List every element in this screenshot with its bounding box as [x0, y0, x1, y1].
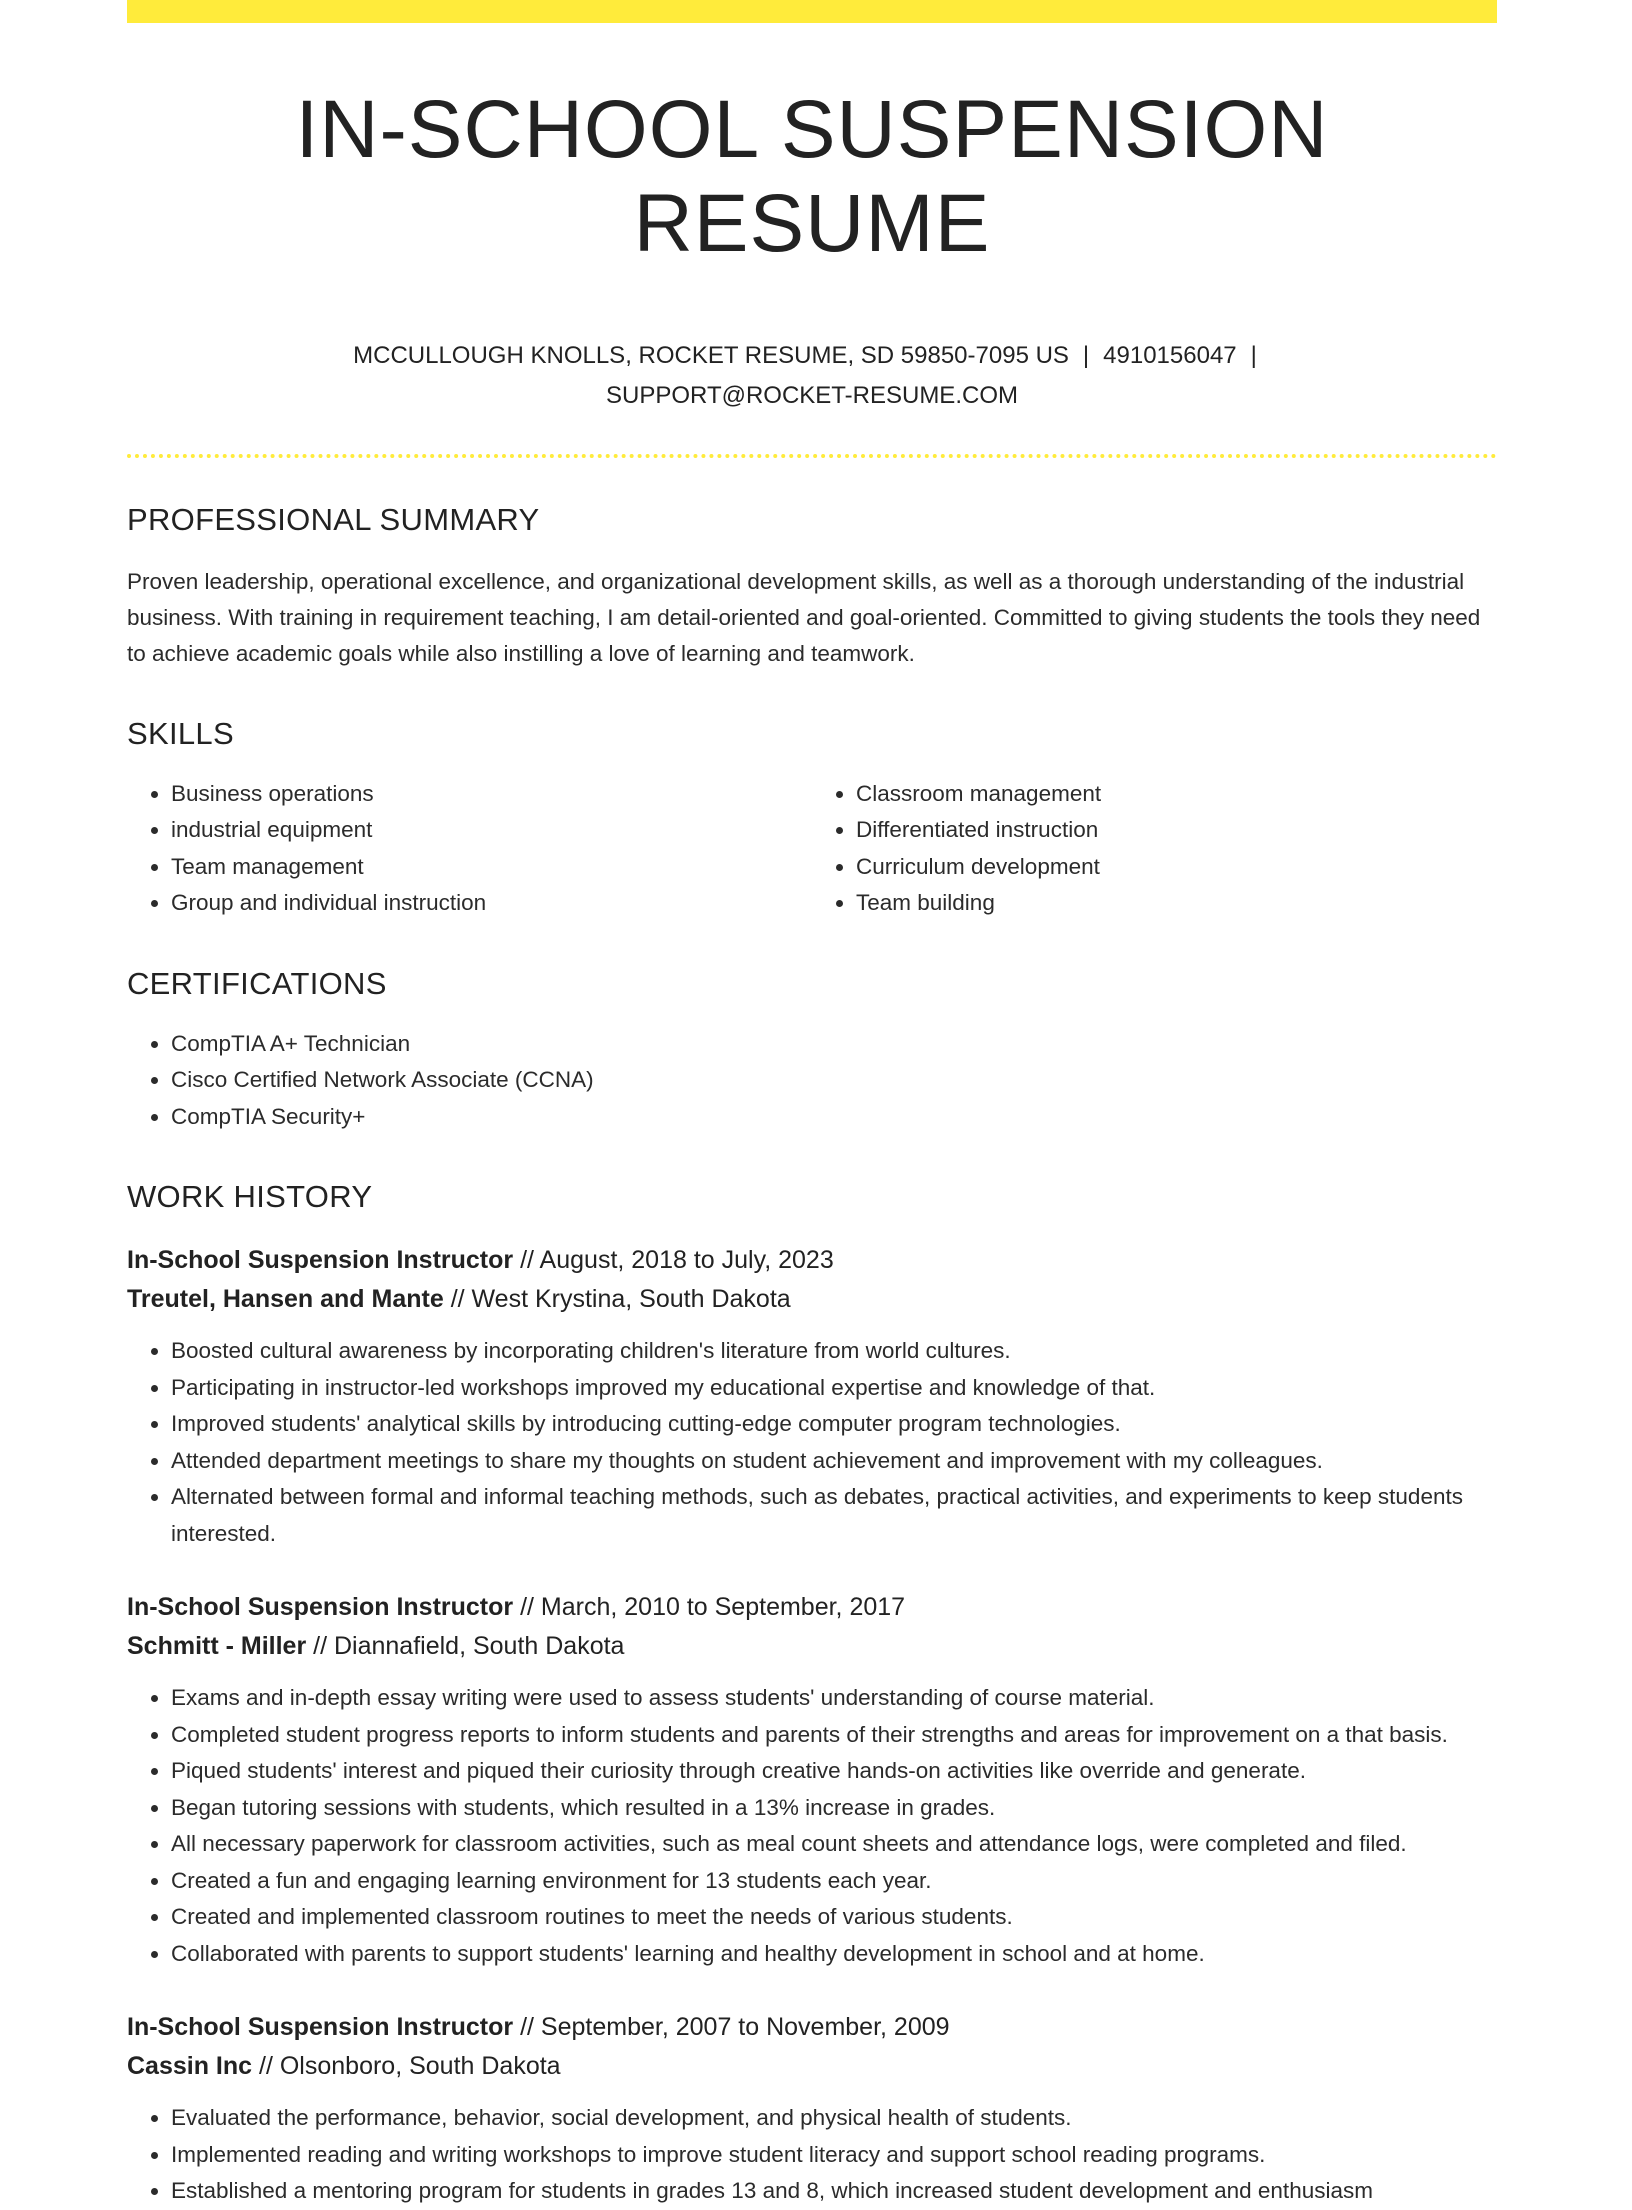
job-bullet: • Implemented reading and writing workshops to improve student literacy and support school reading programs. [171, 2137, 1497, 2174]
job-bullet: • Piqued students' interest and piqued their curiosity through creative hands-on activities like override and generate. [171, 1753, 1497, 1790]
job-title-line [127, 1588, 1497, 1627]
job-bullet: • Improved students' analytical skills by introducing cutting-edge computer program technologies. [171, 1406, 1497, 1443]
section-heading-work-history: WORK HISTORY [127, 1179, 373, 1215]
job-bullet: • Created a fun and engaging learning environment for 13 students each year. [171, 1863, 1497, 1900]
job-entry [127, 1588, 1497, 1972]
certification-item: • CompTIA A+ Technician [171, 1026, 1497, 1063]
contact-address: MCCULLOUGH KNOLLS, ROCKET RESUME, SD 59850-7095 US [353, 341, 1069, 369]
job-dates: // August, 2018 to July, 2023 [520, 1246, 834, 1275]
skill-item: • Curriculum development [856, 849, 1497, 886]
job-title: In-School Suspension Instructor [127, 1246, 514, 1275]
skill-item: • Team management [171, 849, 812, 886]
job-company: Schmitt - Miller [127, 1632, 307, 1661]
resume-title: IN-SCHOOL SUSPENSION RESUME [295, 84, 1329, 270]
job-title-line [127, 2008, 1497, 2047]
job-bullet: • Collaborated with parents to support students' learning and healthy development in school and at home. [171, 1936, 1497, 1973]
skills-list-left [127, 776, 812, 922]
job-bullet: • Participating in instructor-led workshops improved my educational expertise and knowledge of that. [171, 1370, 1497, 1407]
contact-separator: | [1250, 341, 1257, 369]
job-bullets [127, 1333, 1497, 1552]
job-bullet: • Completed student progress reports to inform students and parents of their strengths and areas for improvement on a that basis. [171, 1717, 1497, 1754]
certification-item: • CompTIA Security+ [171, 1099, 1497, 1136]
job-dates: // September, 2007 to November, 2009 [520, 2013, 950, 2042]
skill-item: • Differentiated instruction [856, 812, 1497, 849]
job-company-line [127, 2047, 1497, 2086]
job-company-line [127, 1627, 1497, 1666]
job-title-line [127, 1241, 1497, 1280]
job-bullet: • Created and implemented classroom routines to meet the needs of various students. [171, 1899, 1497, 1936]
job-bullets [127, 2100, 1497, 2210]
job-title: In-School Suspension Instructor [127, 1593, 514, 1622]
contact-separator: | [1082, 341, 1090, 369]
skill-item: • industrial equipment [171, 812, 812, 849]
job-bullet: • Began tutoring sessions with students, which resulted in a 13% increase in grades. [171, 1790, 1497, 1827]
job-bullet: • All necessary paperwork for classroom activities, such as meal count sheets and attendance logs, were completed and filed. [171, 1826, 1497, 1863]
section-heading-skills: SKILLS [127, 715, 234, 751]
skills-list-right [812, 776, 1497, 922]
skill-item: • Team building [856, 885, 1497, 922]
section-heading-certifications: CERTIFICATIONS [127, 965, 387, 1001]
contact-info [127, 336, 1497, 416]
skills-columns [127, 776, 1497, 922]
job-location: // Diannafield, South Dakota [313, 1632, 625, 1661]
job-bullet: • Evaluated the performance, behavior, social development, and physical health of students. [171, 2100, 1497, 2137]
job-bullet: • Exams and in-depth essay writing were used to assess students' understanding of course material. [171, 1680, 1497, 1717]
job-bullet: • Attended department meetings to share my thoughts on student achievement and improvement with my colleagues. [171, 1443, 1497, 1480]
job-bullets [127, 1680, 1497, 1972]
job-title: In-School Suspension Instructor [127, 2013, 514, 2042]
job-company: Treutel, Hansen and Mante [127, 1285, 444, 1314]
job-bullet: • Alternated between formal and informal teaching methods, such as debates, practical activities, and experiments to keep students interested. [171, 1479, 1497, 1552]
job-location: // West Krystina, South Dakota [450, 1285, 791, 1314]
job-company: Cassin Inc [127, 2052, 253, 2081]
contact-phone[interactable]: 4910156047 [1103, 341, 1237, 369]
contact-email[interactable]: SUPPORT@ROCKET-RESUME.COM [606, 381, 1018, 409]
section-heading-summary: PROFESSIONAL SUMMARY [127, 501, 540, 537]
skill-item: • Classroom management [856, 776, 1497, 813]
job-company-line [127, 1280, 1497, 1319]
contact-line-1 [127, 336, 1497, 376]
job-dates: // March, 2010 to September, 2017 [520, 1593, 906, 1622]
certifications-list [127, 1026, 1497, 1136]
skill-item: • Business operations [171, 776, 812, 813]
job-bullet: • Established a mentoring program for students in grades 13 and 8, which increased student development and enthusiasm [171, 2173, 1497, 2210]
job-entry [127, 2008, 1497, 2210]
summary-text: Proven leadership, operational excellence, and organizational development skills, as well as a thorough understanding of the industrial business. With training in requirement teaching, I am detail-oriented and goal-oriented. Committed to giving students the tools they need to achieve academic goals while also instilling a love of learning and teamwork. [127, 568, 1481, 666]
contact-line-2 [127, 376, 1497, 416]
skill-item: • Group and individual instruction [171, 885, 812, 922]
job-entry [127, 1241, 1497, 1552]
dotted-divider [127, 454, 1497, 458]
accent-top-bar [127, 0, 1497, 23]
certification-item: • Cisco Certified Network Associate (CCNA) [171, 1062, 1497, 1099]
job-bullet: • Boosted cultural awareness by incorporating children's literature from world cultures. [171, 1333, 1497, 1370]
job-location: // Olsonboro, South Dakota [259, 2052, 561, 2081]
resume-content [127, 23, 1497, 2210]
